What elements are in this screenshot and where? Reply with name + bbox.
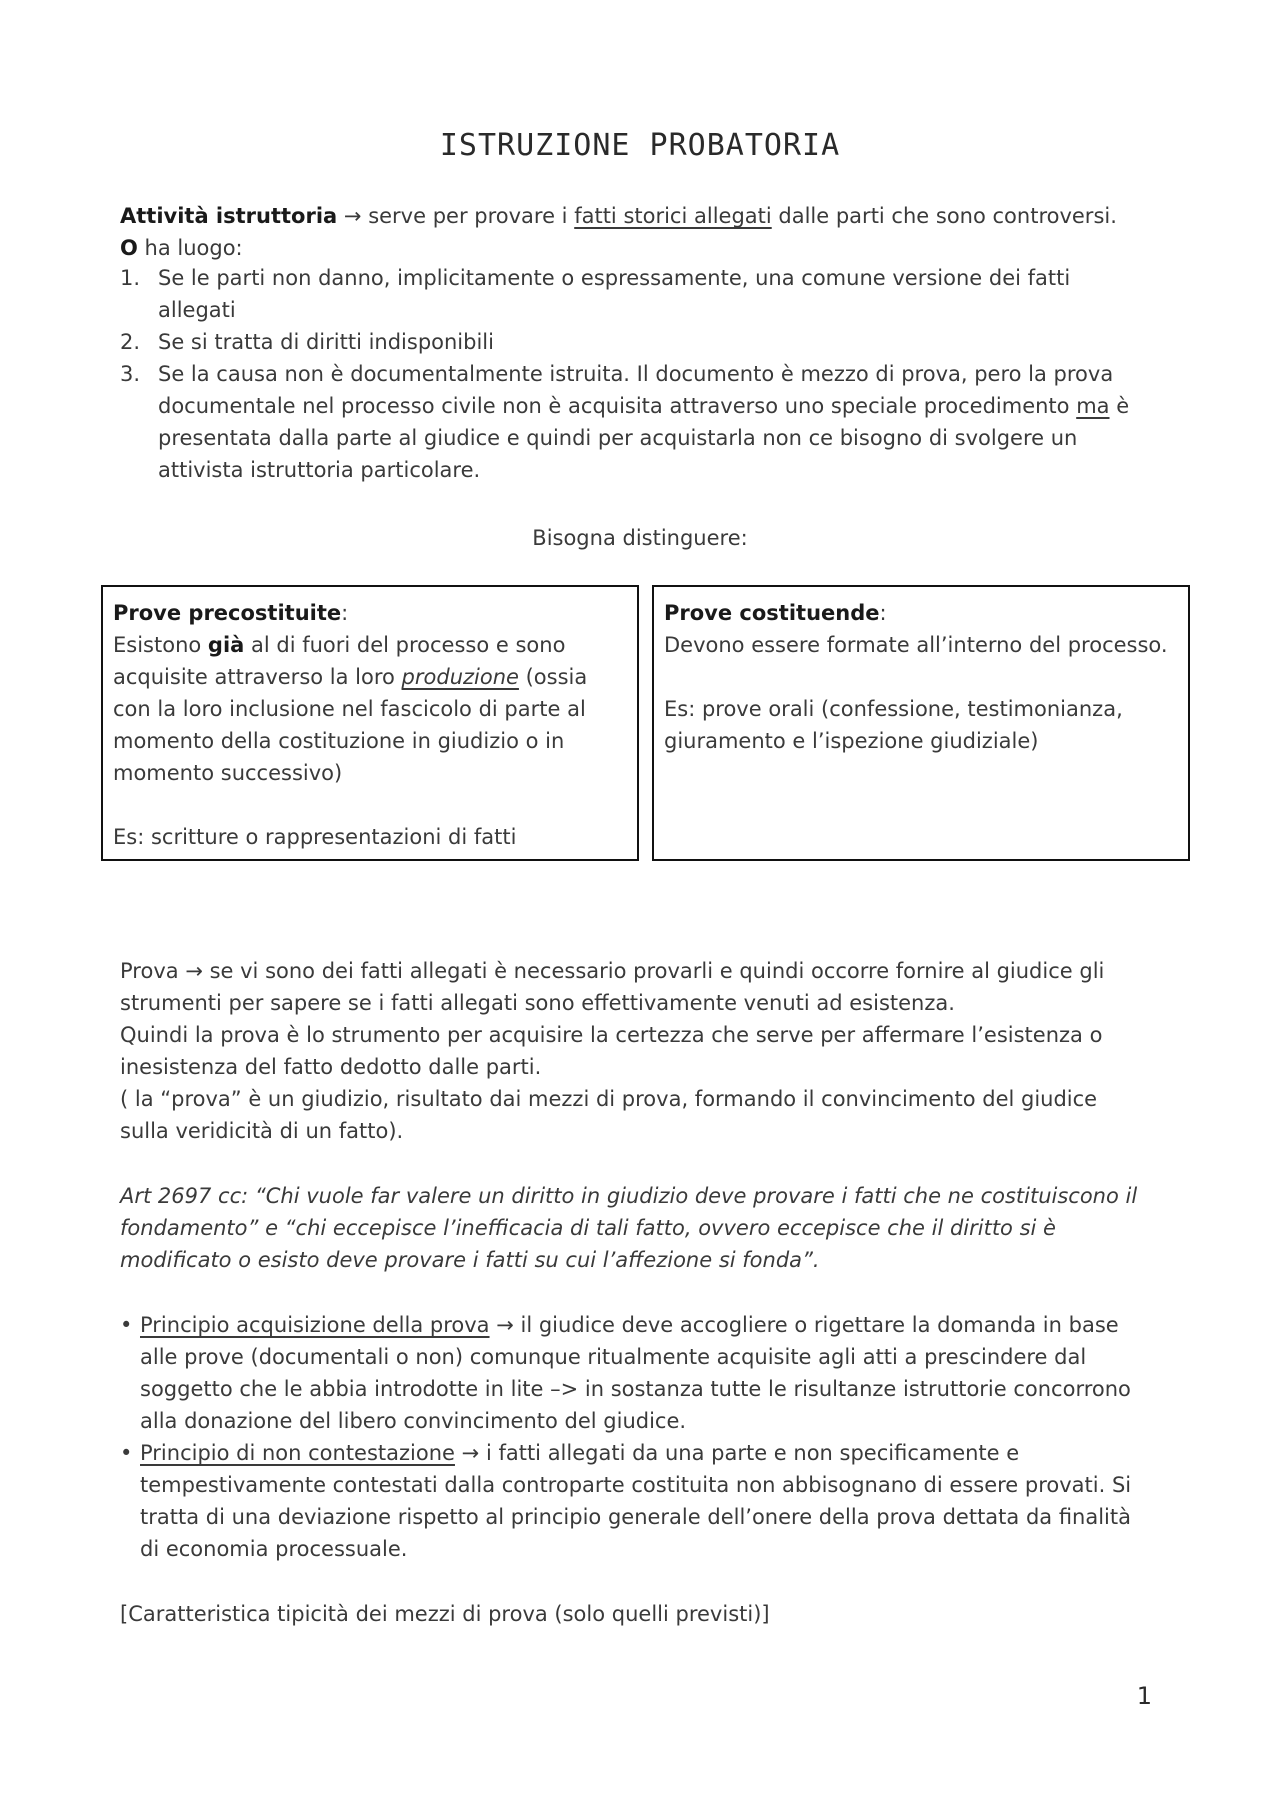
box-text: Esistono — [113, 633, 208, 657]
principle-line: di economia processuale. — [140, 1537, 408, 1561]
list-line-end: è — [1109, 394, 1130, 418]
list-line: presentata dalla parte al giudice e quindi per acquistarla non ce bisogno di svolgere un — [158, 426, 1078, 450]
intro-line-2 — [120, 232, 243, 264]
page-title: ISTRUZIONE PROBATORIA — [439, 128, 841, 163]
list-number: 3. — [120, 362, 141, 386]
distinguish-heading: Bisogna distinguere: — [532, 526, 748, 550]
principle-line — [140, 1309, 1131, 1341]
box-line: momento della costituzione in giudizio o in — [113, 729, 565, 753]
list-item — [120, 326, 1160, 358]
intro-line — [120, 200, 1117, 232]
prova-line: strumenti per sapere se i fatti allegati sono effettivamente venuti ad esistenza. — [120, 991, 955, 1015]
prova-paragraph — [120, 955, 1104, 1147]
list-item — [120, 262, 1160, 326]
principle-line: tratta di una deviazione rispetto al principio generale dell’onere della prova dettata da finalità — [140, 1505, 1131, 1529]
list-line: attivista istruttoria particolare. — [158, 458, 481, 482]
prova-line: ( la “prova” è un giudizio, risultato dai mezzi di prova, formando il convincimento del giudice — [120, 1087, 1098, 1111]
box-example: giuramento e l’ispezione giudiziale) — [664, 729, 1039, 753]
principle-non-contestazione — [120, 1437, 1180, 1565]
box-heading — [664, 597, 1178, 629]
art-line: Art 2697 cc: “Chi vuole far valere un diritto in giudizio deve provare i fatti che ne costituiscono il — [120, 1184, 1138, 1208]
box-text: (ossia — [518, 665, 588, 689]
box-line — [113, 629, 627, 661]
arrow-icon: → — [496, 1313, 514, 1337]
list-line: Se le parti non danno, implicitamente o espressamente, una comune versione dei fatti — [158, 266, 1071, 290]
arrow-icon: → — [343, 204, 362, 228]
intro-term: Attività istruttoria — [120, 204, 338, 228]
box-colon: : — [879, 601, 887, 625]
closing-note: [Caratteristica tipicità dei mezzi di prova (solo quelli previsti)] — [120, 1602, 770, 1626]
box-example: Es: scritture o rappresentazioni di fatti — [113, 825, 517, 849]
art-2697-quote — [120, 1180, 1137, 1276]
prova-line: inesistenza del fatto dedotto dalle parti. — [120, 1055, 542, 1079]
prova-line — [120, 955, 1104, 987]
prova-line: Quindi la prova è lo strumento per acquisire la certezza che serve per affermare l’esistenza o — [120, 1023, 1103, 1047]
principle-text: il giudice deve accogliere o rigettare la domanda in base — [513, 1313, 1119, 1337]
box-heading-text: Prove precostituite — [113, 601, 342, 625]
box-line: Devono essere formate all’interno del processo. — [664, 633, 1168, 657]
principle-text: i fatti allegati da una parte e non specificamente e — [479, 1441, 1020, 1465]
principle-line: alla donazione del libero convincimento del giudice. — [140, 1409, 687, 1433]
box-colon: : — [341, 601, 349, 625]
box-prove-costituende — [652, 585, 1190, 861]
principle-name: Principio acquisizione della prova — [140, 1313, 490, 1337]
box-line: momento successivo) — [113, 761, 343, 785]
page-number: 1 — [1136, 1682, 1152, 1710]
list-line: Se si tratta di diritti indisponibili — [158, 330, 494, 354]
box-line — [113, 661, 627, 693]
principle-name: Principio di non contestazione — [140, 1441, 455, 1465]
box-example: Es: prove orali (confessione, testimonianza, — [664, 697, 1123, 721]
bullet-icon: • — [120, 1441, 133, 1465]
principle-line: tempestivamente contestati dalla controparte costituita non abbisognano di essere provati. Si — [140, 1473, 1132, 1497]
prova-term: Prova — [120, 959, 179, 983]
list-line-text: documentale nel processo civile non è acquisita attraverso uno speciale procedimento — [158, 394, 1077, 418]
box-line: con la loro inclusione nel fascicolo di parte al — [113, 697, 586, 721]
list-item — [120, 358, 1160, 486]
box-prove-precostituite — [101, 585, 639, 861]
intro-line2-text: ha luogo: — [137, 236, 243, 260]
box-text: al di fuori del processo e sono — [244, 633, 566, 657]
list-line: Se la causa non è documentalmente istruita. Il documento è mezzo di prova, pero la prova — [158, 362, 1114, 386]
intro-text-end: dalle parti che sono controversi. — [771, 204, 1117, 228]
intro-underlined: fatti storici allegati — [574, 204, 772, 228]
box-heading — [113, 597, 627, 629]
arrow-icon: → — [461, 1441, 480, 1465]
conditions-list — [120, 262, 1160, 486]
list-underlined: ma — [1076, 394, 1110, 418]
box-heading-text: Prove costituende — [664, 601, 880, 625]
principle-line: alle prove (documentali o non) comunque ritualmente acquisite agli atti a prescindere dal — [140, 1345, 1087, 1369]
principle-row — [120, 1309, 1180, 1437]
principle-line: soggetto che le abbia introdotte in lite –> in sostanza tutte le risultanze istruttorie concorrono — [140, 1377, 1131, 1401]
principle-line — [140, 1437, 1131, 1469]
list-number: 1. — [120, 266, 141, 290]
list-number: 2. — [120, 330, 141, 354]
prova-text: se vi sono dei fatti allegati è necessario provarli e quindi occorre fornire al giudice gli — [202, 959, 1105, 983]
box-spacer — [113, 789, 627, 821]
list-line: allegati — [158, 298, 236, 322]
circle-mark: O — [120, 236, 138, 260]
intro-text: serve per provare i — [361, 204, 575, 228]
box-spacer — [664, 661, 1178, 693]
bullet-icon: • — [120, 1313, 133, 1337]
list-line — [158, 390, 1129, 422]
box-bold: già — [207, 633, 245, 657]
box-text: acquisite attraverso la loro — [113, 665, 402, 689]
art-line: fondamento” e “chi eccepisce l’inefficacia di tali fatto, ovvero eccepisce che il diritto si è — [120, 1216, 1056, 1240]
art-line: modificato o esisto deve provare i fatti su cui l’affezione si fonda”. — [120, 1248, 820, 1272]
box-underlined-italic: produzione — [401, 665, 519, 689]
prova-line: sulla veridicità di un fatto). — [120, 1119, 404, 1143]
arrow-icon: → — [185, 959, 203, 983]
principle-row — [120, 1437, 1180, 1565]
principle-acquisizione — [120, 1309, 1180, 1437]
